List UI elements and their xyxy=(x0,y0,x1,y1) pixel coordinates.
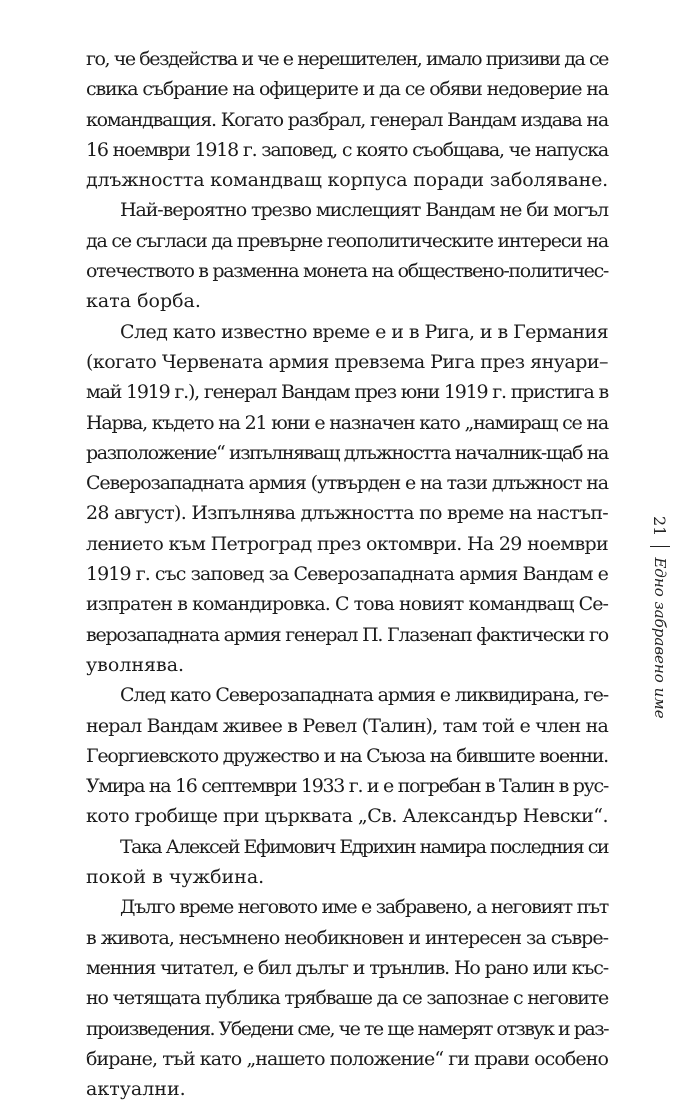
text-line: свика събрание на офицерите и да се обяви недоверие на xyxy=(86,78,608,101)
text-line: След като Северозападната армия е ликвидирана, ге- xyxy=(120,684,608,707)
text-line: Така Алексей Ефимович Едрихин намира последния си xyxy=(120,835,608,858)
header-separator xyxy=(650,546,670,547)
text-line: в живота, несъмнено необикновен и интересен за съвре- xyxy=(86,926,608,949)
text-line: 16 ноември 1918 г. заповед, с която съобщава, че напуска xyxy=(86,138,608,161)
text-line: (когато Червената армия превзема Рига през януари– xyxy=(86,350,608,373)
text-line: длъжността командващ корпуса поради заболяване. xyxy=(86,169,608,192)
paragraph-4 xyxy=(86,680,608,831)
text-line: но четящата публика трябваше да се запознае с неговите xyxy=(86,987,608,1010)
text-line: Георгиевското дружество и на Съюза на бившите военни. xyxy=(86,744,608,767)
text-line: командващия. Когато разбрал, генерал Вандам издава на xyxy=(86,108,608,131)
text-line: уволнява. xyxy=(86,653,185,676)
text-line: Северозападната армия (утвърден е на тази длъжност на xyxy=(86,472,608,495)
paragraph-1 xyxy=(86,44,608,195)
text-line: актуални. xyxy=(86,1078,186,1101)
text-line: произведения. Убедени сме, че те ще намерят отзвук и раз- xyxy=(86,1017,608,1040)
text-line: 1919 г. със заповед за Северозападната армия Вандам е xyxy=(86,563,608,586)
text-line: Най-вероятно трезво мислещият Вандам не би могъл xyxy=(120,199,608,222)
text-line: разположение“ изпълняващ длъжността началник-щаб на xyxy=(86,441,608,464)
text-line: го, че бездейства и че е нерешителен, имало призиви да се xyxy=(86,48,608,70)
paragraph-2 xyxy=(86,195,608,316)
page-number: 21 xyxy=(650,516,670,537)
text-line: изпратен в командировка. С това новият командващ Се- xyxy=(86,593,608,616)
text-line: кото гробище при църквата „Св. Александър Невски“. xyxy=(86,805,608,828)
text-line: да се съгласи да превърне геополитическите интереси на xyxy=(86,229,608,252)
text-line: лението към Петроград през октомври. На 29 ноември xyxy=(86,532,608,555)
text-line: биране, тъй като „нашето положение“ ги прави особено xyxy=(86,1047,608,1070)
text-line: нерал Вандам живее в Ревел (Талин), там той е член на xyxy=(86,714,609,737)
paragraph-3 xyxy=(86,317,608,681)
text-line: отечеството в разменна монета на обществено-политичес- xyxy=(86,260,608,283)
text-line: 28 август). Изпълнява длъжността по време на настъп- xyxy=(86,502,609,525)
running-title: Едно забравено име xyxy=(651,557,669,719)
text-line: Умира на 16 септември 1933 г. и е погребан в Талин в рус- xyxy=(86,775,608,798)
running-header xyxy=(648,516,672,736)
text-line: май 1919 г.), генерал Вандам през юни 1919 г. пристига в xyxy=(86,381,608,404)
text-line: Дълго време неговото име е забравено, а неговият път xyxy=(120,896,608,919)
text-line: менния читател, е бил дълъг и трънлив. Но рано или къс- xyxy=(86,956,608,979)
text-line: След като известно време е и в Рига, и в Германия xyxy=(120,320,608,343)
body-text xyxy=(86,44,608,1104)
text-line: верозападната армия генерал П. Глазенап фактически го xyxy=(86,623,608,646)
paragraph-5 xyxy=(86,832,608,893)
text-line: ката борба. xyxy=(86,290,201,313)
text-line: покой в чужбина. xyxy=(86,866,265,889)
paragraph-6 xyxy=(86,892,608,1104)
text-line: Нарва, където на 21 юни е назначен като „намиращ се на xyxy=(86,411,608,434)
